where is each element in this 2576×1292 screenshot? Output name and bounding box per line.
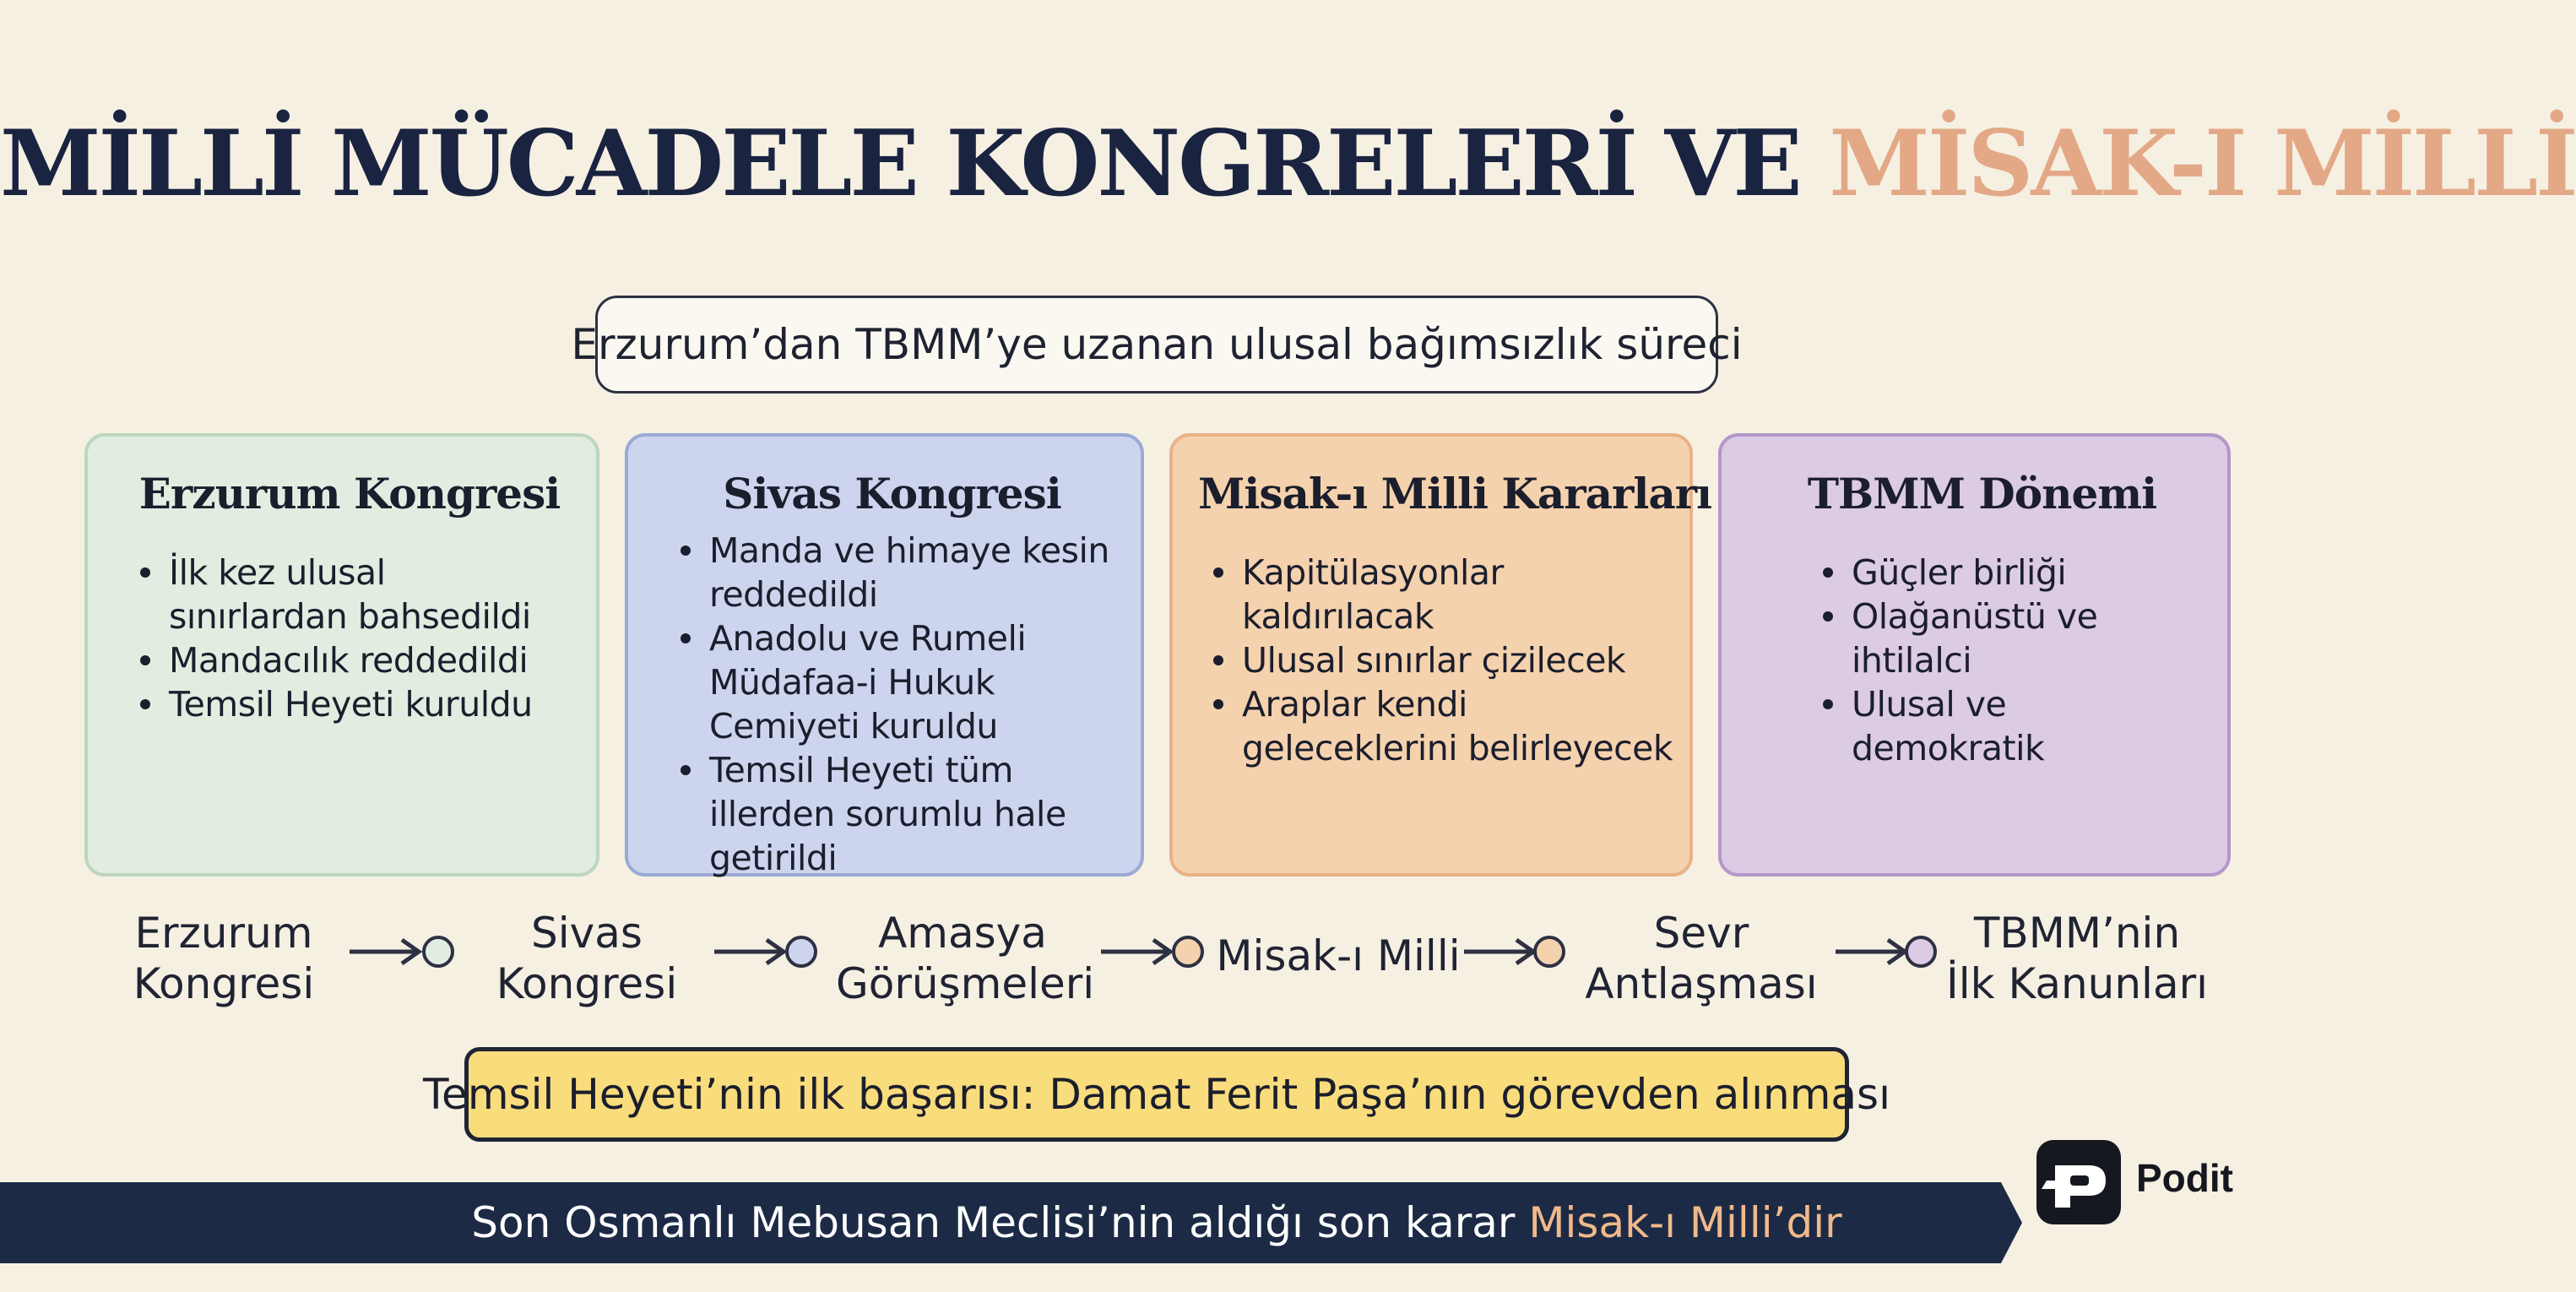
banner-text <box>0 1182 2313 1263</box>
timeline-label-misak-i-milli <box>1216 931 1461 981</box>
card-list-item: Manda ve himaye kesin reddedildi <box>709 529 1119 616</box>
card-list <box>1198 551 1681 770</box>
timeline-label-erzurum <box>110 908 338 1009</box>
podit-logo-glyph <box>2036 1140 2121 1224</box>
timeline-label-line: Sivas <box>531 909 643 958</box>
card-list-item: Temsil Heyeti kuruldu <box>169 682 574 726</box>
timeline-label-line: Kongresi <box>133 959 315 1008</box>
card-title: Misak-ı Milli Kararları <box>1198 469 1712 518</box>
highlight-note: Temsil Heyeti’nin ilk başarısı: Damat Ferit Paşa’nın görevden alınması <box>464 1047 1849 1142</box>
card-sivas-kongresi <box>625 433 1144 877</box>
card-list <box>1759 551 2205 770</box>
timeline-label-line: Misak-ı Milli <box>1216 931 1461 980</box>
timeline-label-amasya <box>836 908 1095 1009</box>
arrow-right-icon <box>1461 926 1537 977</box>
timeline-label-line: Görüşmeleri <box>836 959 1095 1008</box>
timeline-label-line: İlk Kanunları <box>1945 959 2209 1008</box>
card-list-item: Mandacılık reddedildi <box>169 638 574 682</box>
timeline-label-line: Antlaşması <box>1585 959 1818 1008</box>
timeline-node <box>785 936 817 968</box>
card-list-item: Ulusal sınırlar çizilecek <box>1242 638 1681 682</box>
timeline-label-line: Erzurum <box>134 909 313 958</box>
card-title: Sivas Kongresi <box>723 469 1061 518</box>
card-erzurum-kongresi <box>84 433 599 877</box>
timeline-label-line: Kongresi <box>496 959 678 1008</box>
card-title: Erzurum Kongresi <box>138 469 561 518</box>
card-tbmm-donemi <box>1718 433 2231 877</box>
timeline-node <box>1533 936 1565 968</box>
banner-text-main: Son Osmanlı Mebusan Meclisi’nin aldığı son karar <box>471 1198 1516 1247</box>
page-title-accent: MİSAK-I MİLLİ <box>1829 111 2576 217</box>
timeline-label-line: Sevr <box>1653 909 1749 958</box>
timeline-label-sivas <box>473 908 701 1009</box>
brand-name: Podit <box>2136 1156 2233 1200</box>
timeline-label-line: Amasya <box>878 909 1047 958</box>
card-misak-i-milli-kararlari <box>1169 433 1712 877</box>
banner-text-highlight: Misak-ı Milli’dir <box>1528 1198 1842 1247</box>
card-list-item: İlk kez ulusal sınırlardan bahsedildi <box>169 551 574 638</box>
page-title-main: MİLLİ MÜCADELE KONGRELERİ VE <box>0 111 1800 217</box>
arrow-right-icon <box>346 926 422 977</box>
timeline-label-sevr <box>1579 908 1824 1009</box>
card-list-item: Kapitülasyonlar kaldırılacak <box>1242 551 1681 638</box>
card-list-item: Ulusal ve demokratik <box>1852 682 2205 770</box>
podit-logo-icon <box>2036 1140 2121 1224</box>
card-list-item: Güçler birliği <box>1852 551 2205 594</box>
arrow-right-icon <box>711 926 787 977</box>
card-list-item: Araplar kendi geleceklerini belirleyecek <box>1242 682 1681 770</box>
arrow-right-icon <box>1098 926 1174 977</box>
card-title: TBMM Dönemi <box>1807 469 2157 518</box>
card-list-item: Temsil Heyeti tüm illerden sorumlu hale getirildi <box>709 748 1119 880</box>
card-list <box>125 551 574 726</box>
timeline-node <box>1172 936 1204 968</box>
card-list <box>665 529 1119 880</box>
timeline-label-tbmm-ilk-kanunlari <box>1942 908 2212 1009</box>
card-list-item: Anadolu ve Rumeli Müdafaa-i Hukuk Cemiyeti kuruldu <box>709 616 1119 748</box>
subtitle-box: Erzurum’dan TBMM’ye uzanan ulusal bağımsızlık süreci <box>595 296 1718 394</box>
page-title <box>0 111 2576 217</box>
card-list-item: Olağanüstü ve ihtilalci <box>1852 594 2205 682</box>
timeline-node <box>422 936 454 968</box>
timeline-node <box>1905 936 1937 968</box>
arrow-right-icon <box>1832 926 1908 977</box>
timeline-label-line: TBMM’nin <box>1973 909 2181 958</box>
